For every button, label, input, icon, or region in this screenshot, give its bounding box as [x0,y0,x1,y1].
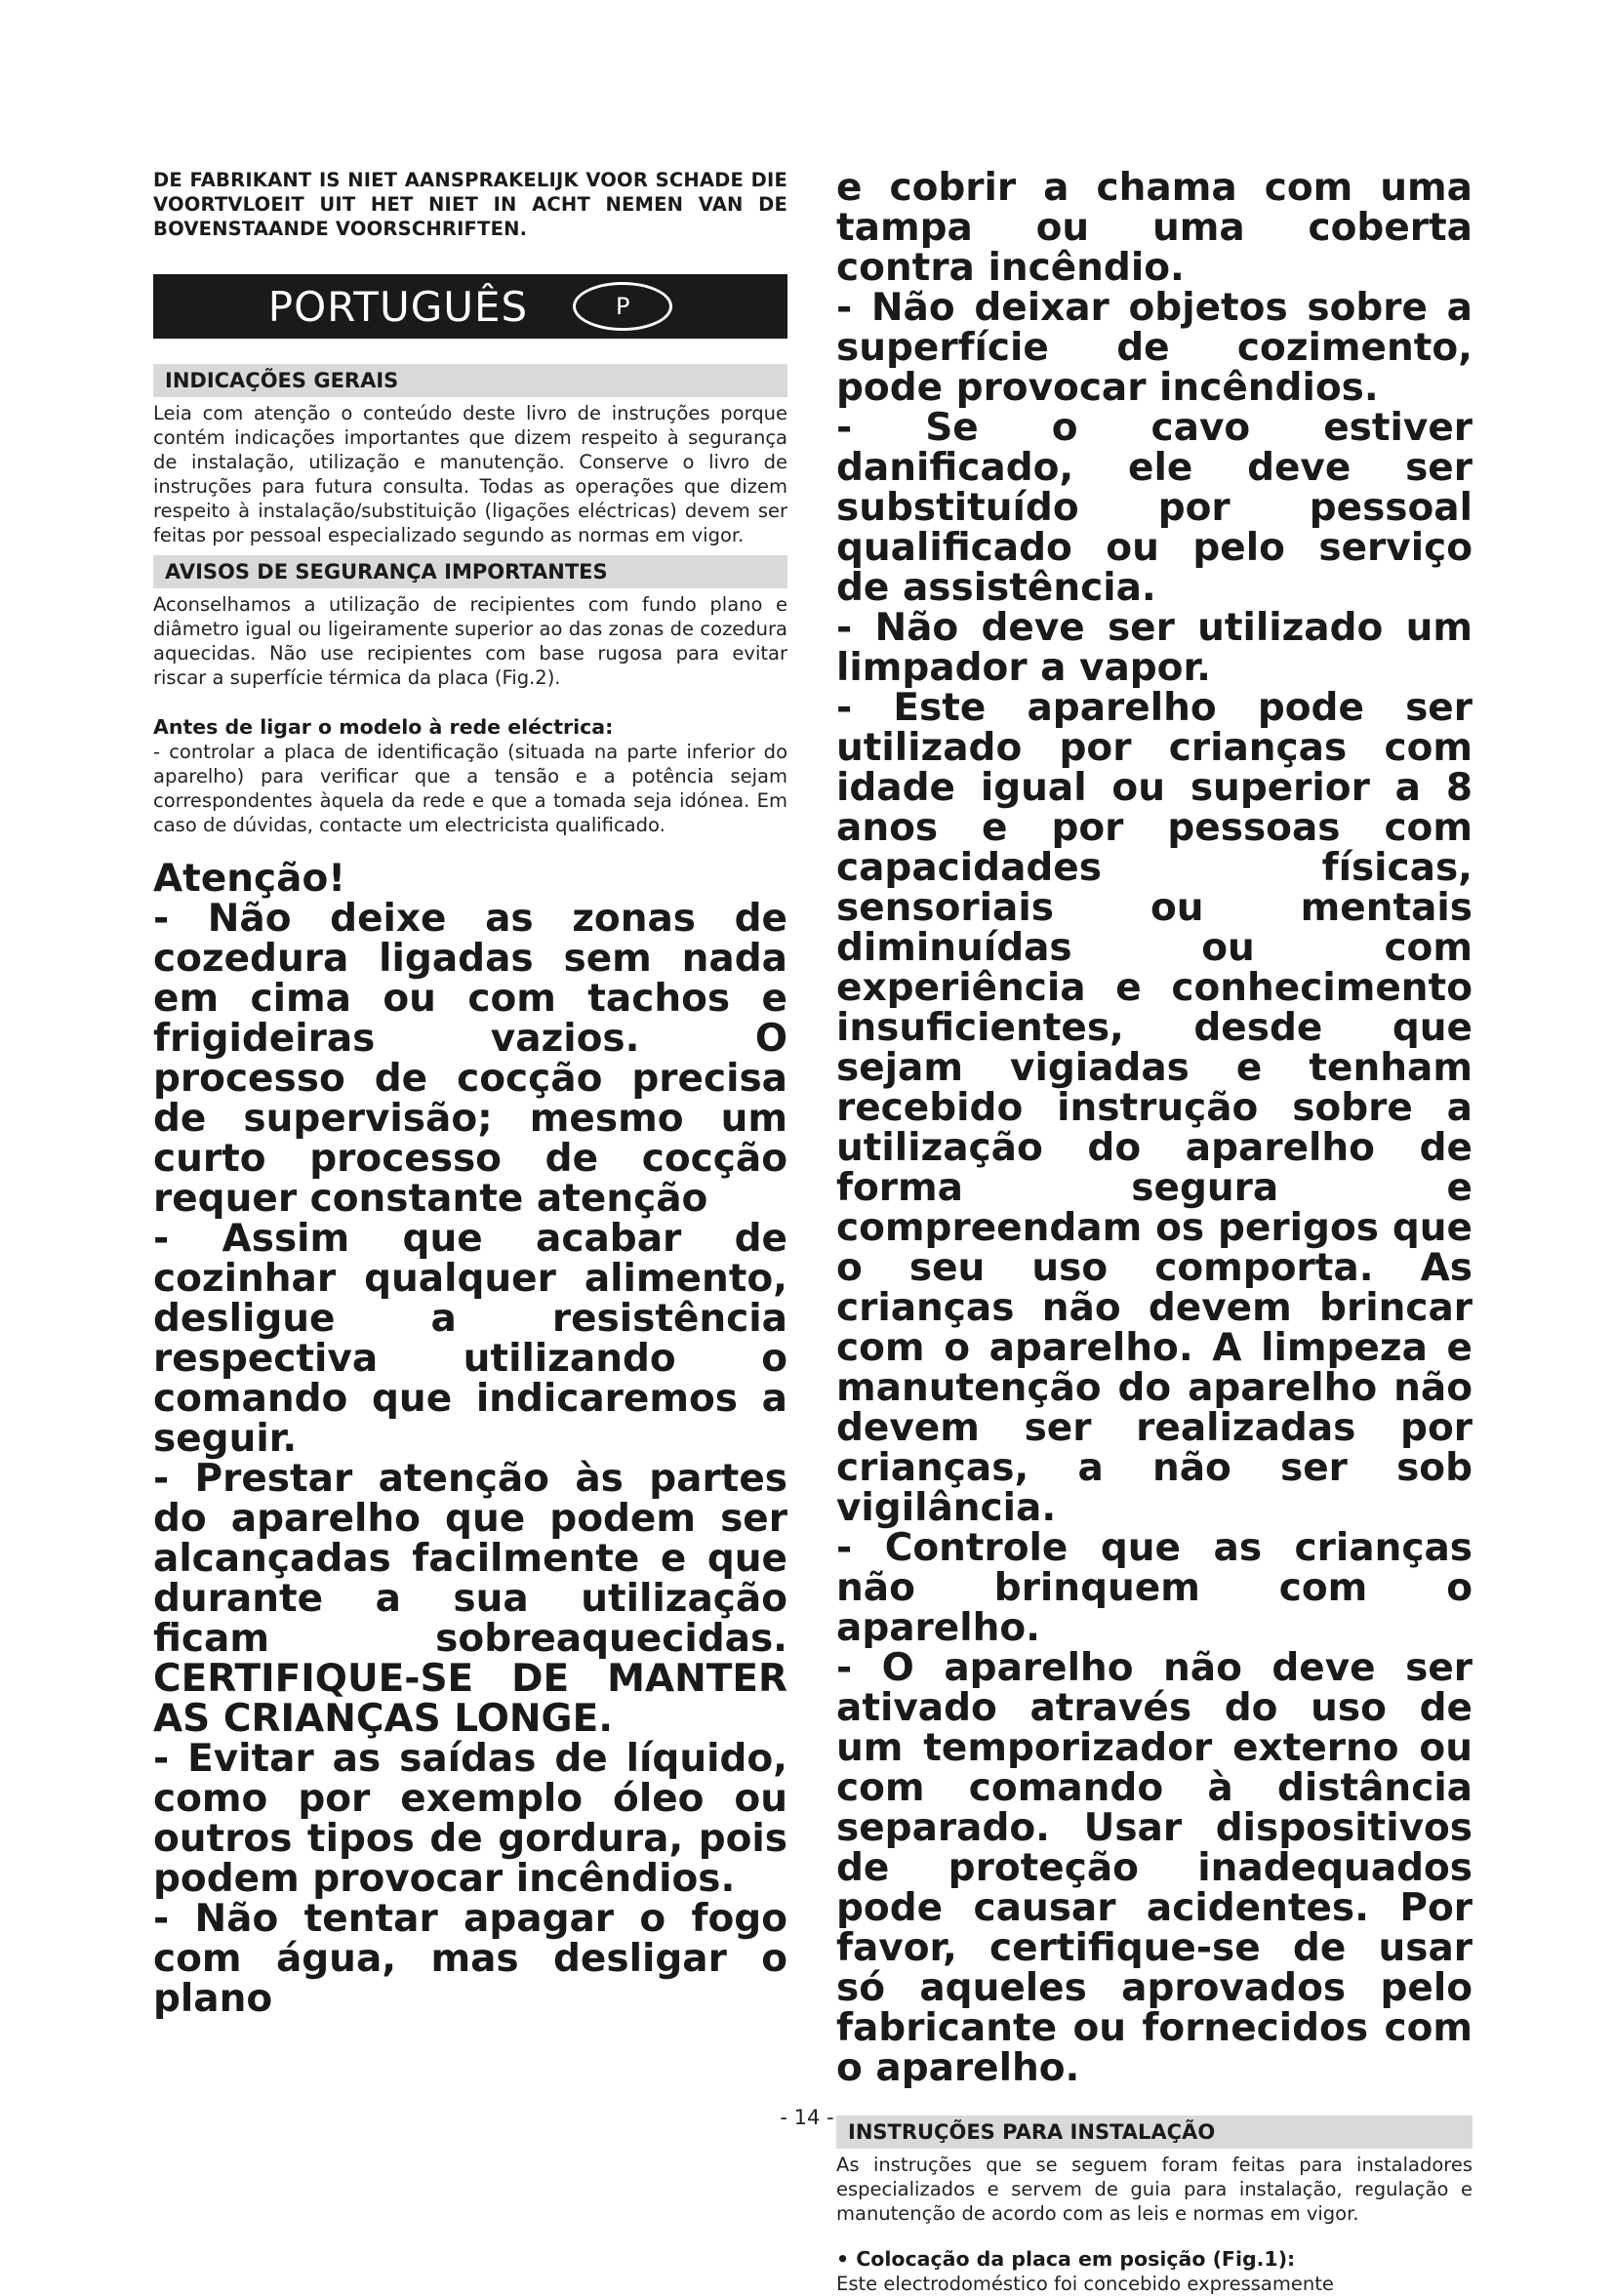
attention-section [153,859,787,2019]
language-title: PORTUGUÊS [267,282,529,331]
installation-section [836,2115,1473,2296]
safety-text: Aconselhamos a utilização de recipientes com fundo plano e diâmetro igual ou ligeiramente superior ao das zonas de cozedura aquecidas. Não use recipientes com base rugosa para evitar riscar a superfície térmica da placa (Fig.2). [153,593,787,689]
warning-item: - Não deixe as zonas de cozedura ligadas sem nada em cima ou com tachos e frigideiras vazios. O processo de cocção precisa de supervisão; mesmo um curto processo de cocção requer constante atenção [153,897,787,1221]
warning-item: - Controle que as crianças não brinquem com o aparelho. [836,1526,1473,1650]
left-column [153,168,787,2019]
manufacturer-disclaimer: DE FABRIKANT IS NIET AANSPRAKELIJK VOOR SCHADE DIE VOORTVLOEIT UIT HET NIET IN ACHT NEMEN VAN DE BOVENSTAANDE VOORSCHRIFTEN. [153,169,787,240]
before-connect-text: - controlar a placa de identificação (situada na parte inferior do aparelho) para verificar que a tensão e a potência sejam correspondentes àquela da rede e que a tomada seja idónea. Em caso de dúvidas, contacte um electricista qualificado. [153,741,787,836]
general-text: Leia com atenção o conteúdo deste livro de instruções porque contém indicações importantes que dizem respeito à segurança de instalação, utilização e manutenção. Conserve o livro de instruções para futura consulta. Todas as operações que dizem respeito à instalação/substituição (ligações eléctricas) devem ser feitas por pessoal especializado segundo as normas em vigor. [153,402,787,546]
warning-item: - Não deve ser utilizado um limpador a vapor. [836,606,1473,690]
placement-text: Este electrodoméstico foi concebido expressamente [836,2273,1334,2295]
warning-item: - O aparelho não deve ser ativado através do uso de um temporizador externo ou com comando à distância separado. Usar dispositivos de proteção inadequados pode causar acidentes. Por favor, certifique-se de usar só aqueles aprovados pelo fabricante ou fornecidos com o aparelho. [836,1646,1473,2090]
placement-title: • Colocação da placa em posição (Fig.1): [836,2247,1296,2271]
right-column [836,168,1473,2296]
warning-item: e cobrir a chama com uma tampa ou uma coberta contra incêndio. [836,166,1473,290]
warning-item: - Assim que acabar de cozinhar qualquer alimento, desligue a resistência respectiva utilizando o comando que indicaremos a seguir. [153,1217,787,1461]
attention-title: Atenção! [153,857,346,901]
installation-text: As instruções que se seguem foram feitas para instaladores especializados e servem de guia para instalação, regulação e manutenção de acordo com as leis e normas em vigor. [836,2154,1473,2225]
warning-item: - Não deixar objetos sobre a superfície de cozimento, pode provocar incêndios. [836,286,1473,410]
language-badge: P [573,282,672,331]
installation-heading: INSTRUÇÕES PARA INSTALAÇÃO [836,2115,1473,2149]
warning-item: - Evitar as saídas de líquido, como por exemplo óleo ou outros tipos de gordura, pois podem provocar incêndios. [153,1737,787,1901]
language-banner [153,274,787,339]
before-connect-title: Antes de ligar o modelo à rede eléctrica: [153,715,614,739]
warning-item: - Este aparelho pode ser utilizado por crianças com idade igual ou superior a 8 anos e por pessoas com capacidades físicas, sensoriais ou mentais diminuídas ou com experiência e conhecimento insuficientes, desde que sejam vigiadas e tenham recebido instrução sobre a utilização do aparelho de forma segura e compreendam os perigos que o seu uso comporta. As crianças não devem brincar com o aparelho. A limpeza e manutenção do aparelho não devem ser realizadas por crianças, a não ser sob vigilância. [836,686,1473,1530]
warning-item: - Não tentar apagar o fogo com água, mas desligar o plano [153,1897,787,2021]
general-section [153,364,787,547]
safety-section [153,555,787,837]
safety-heading: AVISOS DE SEGURANÇA IMPORTANTES [153,555,787,588]
warning-item: - Se o cavo estiver danificado, ele deve ser substituído por pessoal qualificado ou pelo serviço de assistência. [836,406,1473,610]
page-number: - 14 - [780,2106,834,2129]
general-heading: INDICAÇÕES GERAIS [153,364,787,397]
warning-item: - Prestar atenção às partes do aparelho que podem ser alcançadas facilmente e que durante a sua utilização ficam sobreaquecidas. CERTIFIQUE-SE DE MANTER AS CRIANÇAS LONGE. [153,1457,787,1741]
